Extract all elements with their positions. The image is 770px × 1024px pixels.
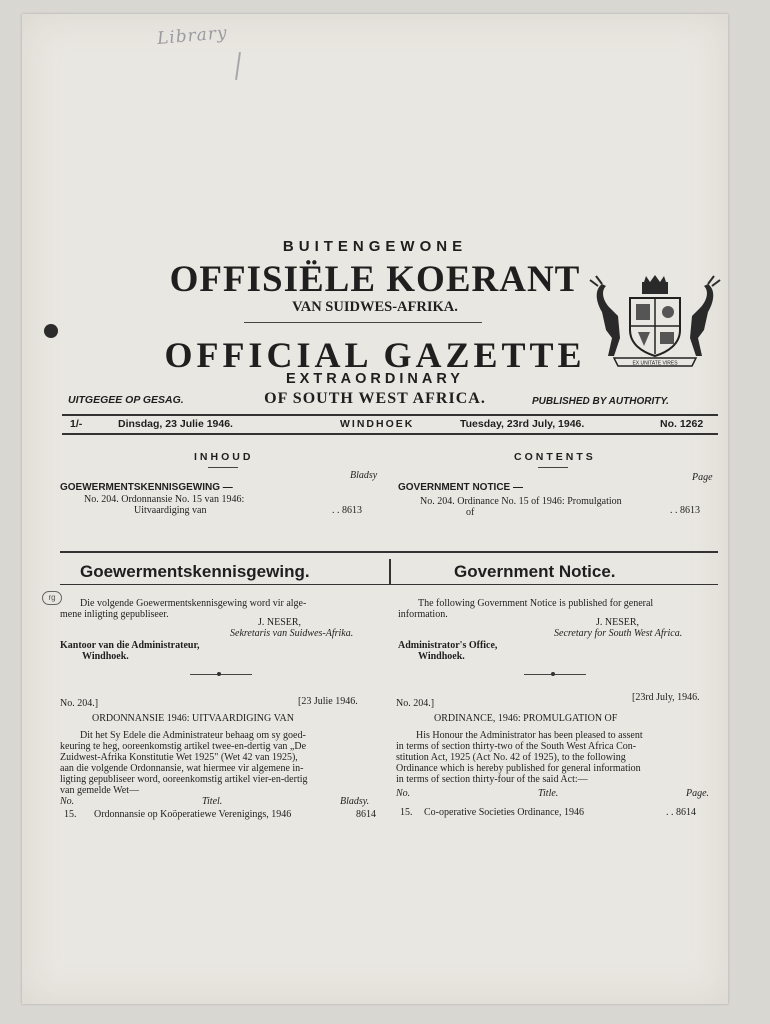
band-date-en: Tuesday, 23rd July, 1946.	[460, 418, 585, 430]
coat-of-arms-icon	[588, 272, 722, 370]
en-intro-line2: information.	[398, 609, 448, 620]
en-contents-item-line1: No. 204. Ordinance No. 15 of 1946: Promulgation	[420, 496, 622, 507]
en-office-line1: Administrator's Office,	[398, 640, 498, 651]
en-separator	[524, 674, 586, 675]
band-number: No. 1262	[660, 418, 704, 430]
en-body-line3: stitution Act, 1925 (Act No. 42 of 1925), to the following	[396, 752, 626, 763]
af-body-line3: Zuidwest-Afrika Konstitutie Wet 1925" (Wet 42 van 1925),	[60, 752, 298, 763]
en-col-no: No.	[396, 788, 411, 799]
af-office-line2: Windhoek.	[82, 651, 129, 662]
notice-divider	[389, 559, 391, 585]
page-label: Page	[692, 472, 713, 483]
masthead-of-south-west-africa: OF SOUTH WEST AFRICA.	[264, 390, 486, 407]
uitgegee-op-gesag: UITGEGEE OP GESAG.	[68, 394, 184, 406]
masthead-van-suidwes: VAN SUIDWES-AFRIKA.	[292, 299, 458, 315]
en-body-line1: His Honour the Administrator has been pleased to assent	[416, 730, 643, 741]
af-row-page: 8614	[356, 809, 376, 820]
en-signer: J. NESER,	[596, 617, 640, 628]
en-signer-title: Secretary for South West Africa.	[554, 628, 683, 639]
af-row-title: Ordonnansie op Koöperatiewe Verenigings, 1946	[94, 809, 292, 820]
gazette-page	[22, 14, 728, 1004]
af-contents-section: GOEWERMENTSKENNISGEWING —	[60, 482, 233, 493]
bladsy-label: Bladsy	[350, 470, 378, 481]
en-col-page: Page.	[686, 788, 710, 799]
af-separator	[190, 674, 252, 675]
en-row-page: . . 8614	[666, 807, 696, 818]
af-body-line5: ligting gepubliseer word, ooreenkomstig artikel vier-en-dertig	[60, 774, 308, 785]
notice-top-rule	[60, 551, 718, 553]
af-intro-line1: Die volgende Goewermentskennisgewing word vir alge-	[80, 598, 307, 609]
af-office-line1: Kantoor van die Administrateur,	[60, 640, 200, 651]
af-col-titel: Titel.	[202, 796, 223, 807]
af-contents-item-line1: No. 204. Ordonnansie No. 15 van 1946:	[84, 494, 245, 505]
en-separator-dot	[551, 672, 555, 676]
inhoud-title: INHOUD	[194, 451, 254, 463]
contents-rule	[538, 467, 568, 468]
af-col-no: No.	[60, 796, 75, 807]
af-row-no: 15.	[64, 809, 77, 820]
en-contents-page: . . 8613	[670, 505, 700, 516]
band-bottom-rule	[62, 433, 718, 435]
en-contents-item-line2: of	[466, 507, 475, 518]
af-body-line1: Dit het Sy Edele die Administrateur behaag om sy goed-	[80, 730, 306, 741]
af-contents-item-line2: Uitvaardiging van	[134, 505, 207, 516]
notice-bottom-rule	[60, 584, 718, 585]
af-body-line4: aan die volgende Ordonnansie, wat hiermee vir algemene in-	[60, 763, 304, 774]
en-notice-heading: Government Notice.	[454, 562, 616, 581]
af-intro-line2: mene inligting gepubliseer.	[60, 609, 169, 620]
en-intro-line1: The following Government Notice is published for general	[418, 598, 654, 609]
en-row-title: Co-operative Societies Ordinance, 1946	[424, 807, 584, 818]
handwritten-note: Library	[156, 22, 229, 50]
rubber-stamp-mark: rg	[42, 591, 62, 605]
en-body-line5: in terms of section thirty-four of the said Act:—	[396, 774, 588, 785]
af-contents-page: . . 8613	[332, 505, 362, 516]
inhoud-rule	[208, 467, 238, 468]
af-separator-dot	[217, 672, 221, 676]
handwritten-mark	[235, 52, 241, 80]
masthead-official-gazette: OFFICIAL GAZETTE	[164, 335, 586, 375]
en-row-no: 15.	[400, 807, 413, 818]
contents-title: CONTENTS	[514, 451, 596, 463]
en-col-title: Title.	[538, 788, 559, 799]
en-notice-number: No. 204.]	[396, 698, 435, 709]
published-by-authority: PUBLISHED BY AUTHORITY.	[532, 396, 669, 407]
af-ordinance-heading: ORDONNANSIE 1946: UITVAARDIGING VAN	[92, 713, 294, 724]
en-notice-date: [23rd July, 1946.	[632, 692, 700, 703]
af-notice-date: [23 Julie 1946.	[298, 696, 358, 707]
af-col-bladsy: Bladsy.	[340, 796, 370, 807]
band-price: 1/-	[70, 418, 83, 430]
coat-motto: EX UNITATE VIRES	[632, 360, 678, 367]
en-contents-section: GOVERNMENT NOTICE —	[398, 482, 524, 493]
en-body-line4: Ordinance which is hereby published for general information	[396, 763, 641, 774]
af-body-line6: van gemelde Wet—	[60, 785, 139, 796]
band-top-rule	[62, 414, 718, 416]
af-body-line2: keuring te heg, ooreenkomstig artikel twee-en-dertig van „De	[60, 741, 307, 752]
masthead-extraordinary: EXTRAORDINARY	[286, 371, 464, 387]
en-office-line2: Windhoek.	[418, 651, 465, 662]
af-signer-title: Sekretaris van Suidwes-Afrika.	[230, 628, 354, 639]
af-notice-number: No. 204.]	[60, 698, 99, 709]
en-body-line2: in terms of section thirty-two of the South West Africa Con-	[396, 741, 637, 752]
af-notice-heading: Goewermentskennisgewing.	[80, 562, 310, 581]
en-ordinance-heading: ORDINANCE, 1946: PROMULGATION OF	[434, 713, 618, 724]
band-place: WINDHOEK	[340, 418, 415, 430]
masthead-rule	[244, 322, 482, 323]
band-date-af: Dinsdag, 23 Julie 1946.	[118, 418, 233, 430]
af-signer: J. NESER,	[258, 617, 302, 628]
masthead-buitengewone: BUITENGEWONE	[282, 238, 468, 255]
masthead-offisiele-koerant: OFFISIËLE KOERANT	[169, 259, 581, 300]
